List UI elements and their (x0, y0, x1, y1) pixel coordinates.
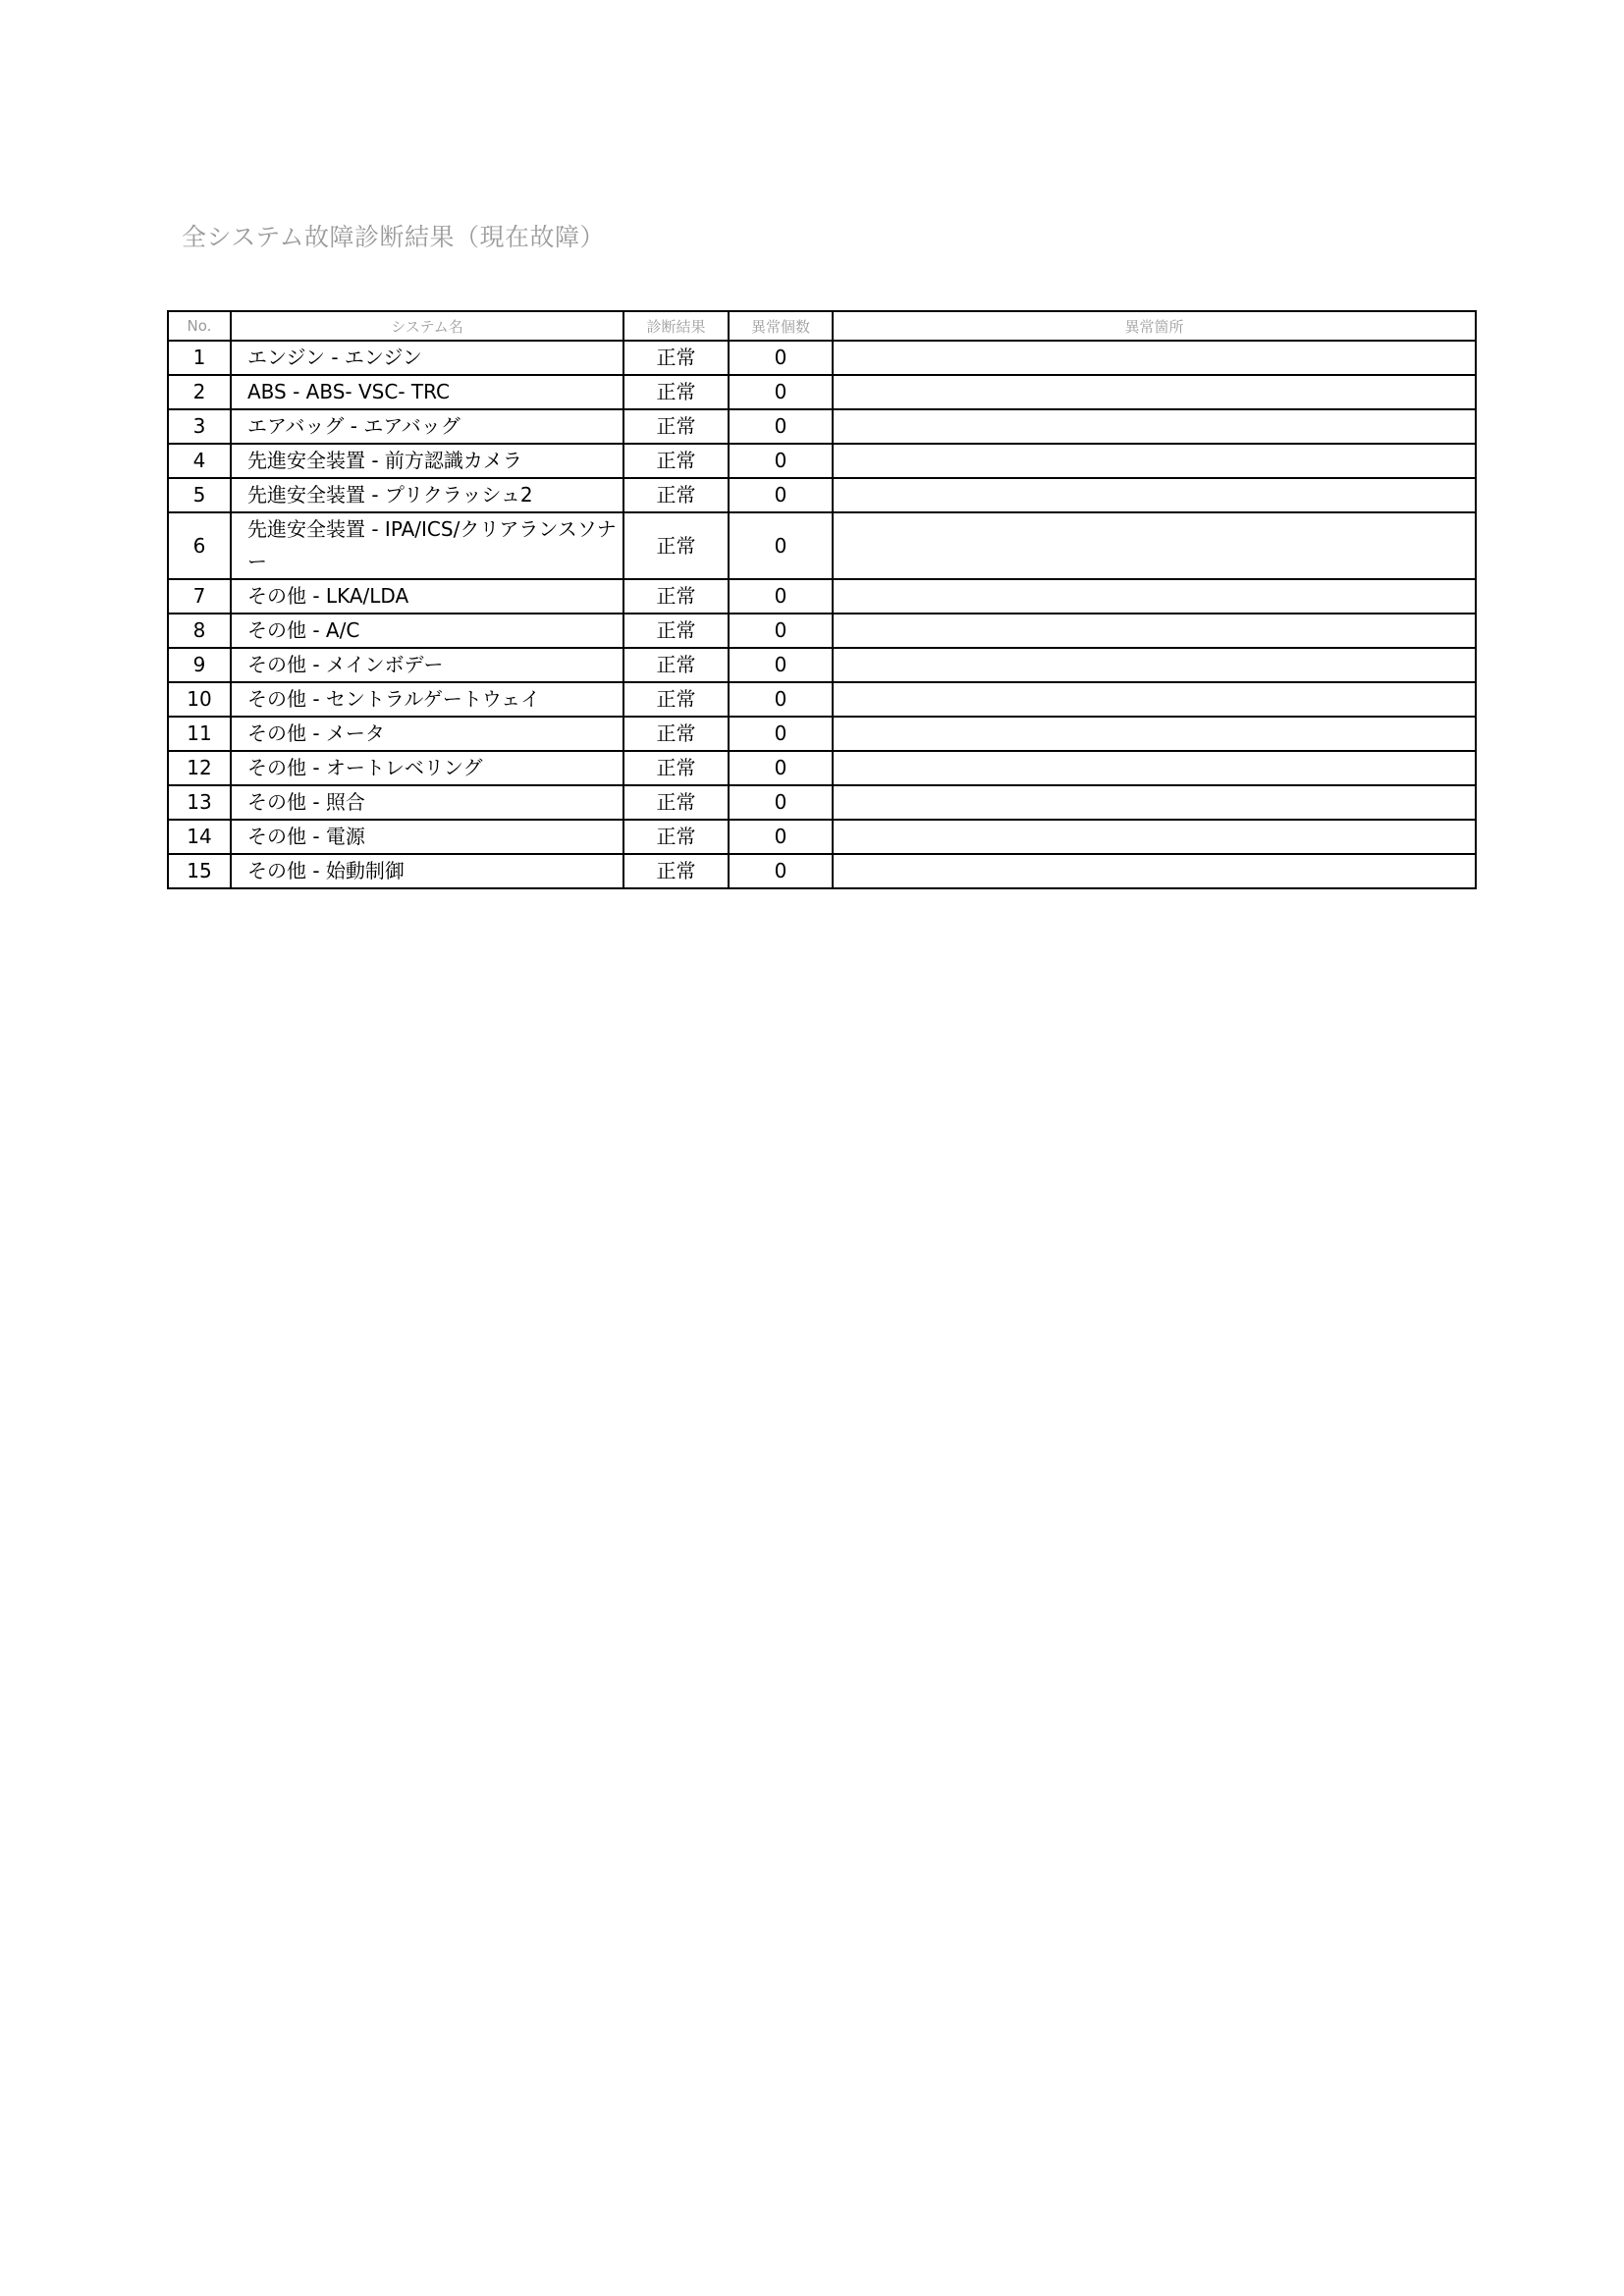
cell-diagnosis-result: 正常 (623, 512, 729, 579)
header-no: No. (168, 311, 231, 341)
cell-no: 8 (168, 614, 231, 648)
cell-no: 6 (168, 512, 231, 579)
cell-system-name: その他 - LKA/LDA (231, 579, 623, 614)
cell-diagnosis-result: 正常 (623, 614, 729, 648)
cell-no: 12 (168, 751, 231, 785)
cell-no: 11 (168, 717, 231, 751)
cell-system-name: 先進安全装置 - 前方認識カメラ (231, 444, 623, 478)
header-fault-location: 異常箇所 (833, 311, 1476, 341)
cell-fault-count: 0 (729, 682, 833, 717)
cell-system-name: エアバッグ - エアバッグ (231, 409, 623, 444)
cell-fault-count: 0 (729, 785, 833, 820)
page-title: 全システム故障診断結果（現在故障） (182, 223, 606, 251)
cell-fault-count: 0 (729, 478, 833, 512)
table-row (168, 820, 1476, 854)
cell-fault-count: 0 (729, 854, 833, 888)
cell-system-name: その他 - セントラルゲートウェイ (231, 682, 623, 717)
cell-fault-count: 0 (729, 409, 833, 444)
cell-fault-location (833, 375, 1476, 409)
cell-fault-location (833, 512, 1476, 579)
header-fault-count: 異常個数 (729, 311, 833, 341)
cell-system-name: その他 - メインボデー (231, 648, 623, 682)
cell-diagnosis-result: 正常 (623, 785, 729, 820)
table-row (168, 579, 1476, 614)
cell-no: 14 (168, 820, 231, 854)
table-row (168, 444, 1476, 478)
cell-fault-location (833, 341, 1476, 375)
cell-diagnosis-result: 正常 (623, 854, 729, 888)
cell-no: 1 (168, 341, 231, 375)
cell-fault-location (833, 648, 1476, 682)
table-row (168, 785, 1476, 820)
cell-no: 13 (168, 785, 231, 820)
cell-no: 7 (168, 579, 231, 614)
cell-no: 5 (168, 478, 231, 512)
cell-fault-count: 0 (729, 751, 833, 785)
table-row (168, 341, 1476, 375)
table-row (168, 512, 1476, 579)
cell-diagnosis-result: 正常 (623, 648, 729, 682)
cell-system-name: その他 - 照合 (231, 785, 623, 820)
cell-fault-location (833, 614, 1476, 648)
cell-system-name: 先進安全装置 - IPA/ICS/クリアランスソナー (231, 512, 623, 579)
table-row (168, 614, 1476, 648)
cell-fault-count: 0 (729, 512, 833, 579)
table-row (168, 717, 1476, 751)
cell-no: 4 (168, 444, 231, 478)
cell-fault-location (833, 854, 1476, 888)
cell-no: 2 (168, 375, 231, 409)
cell-fault-location (833, 785, 1476, 820)
table-row (168, 648, 1476, 682)
cell-fault-count: 0 (729, 579, 833, 614)
diagnosis-result-table (167, 310, 1477, 889)
cell-diagnosis-result: 正常 (623, 375, 729, 409)
cell-fault-location (833, 579, 1476, 614)
cell-fault-count: 0 (729, 341, 833, 375)
cell-diagnosis-result: 正常 (623, 409, 729, 444)
cell-system-name: その他 - オートレベリング (231, 751, 623, 785)
cell-fault-location (833, 682, 1476, 717)
cell-diagnosis-result: 正常 (623, 820, 729, 854)
cell-system-name: その他 - メータ (231, 717, 623, 751)
cell-system-name: その他 - 始動制御 (231, 854, 623, 888)
table-row (168, 854, 1476, 888)
cell-diagnosis-result: 正常 (623, 341, 729, 375)
cell-no: 15 (168, 854, 231, 888)
cell-system-name: その他 - 電源 (231, 820, 623, 854)
cell-diagnosis-result: 正常 (623, 579, 729, 614)
table-header-row (168, 311, 1476, 341)
cell-diagnosis-result: 正常 (623, 682, 729, 717)
cell-diagnosis-result: 正常 (623, 751, 729, 785)
cell-fault-location (833, 478, 1476, 512)
cell-fault-count: 0 (729, 820, 833, 854)
cell-fault-location (833, 717, 1476, 751)
table-row (168, 751, 1476, 785)
cell-fault-count: 0 (729, 717, 833, 751)
cell-fault-count: 0 (729, 648, 833, 682)
table-row (168, 682, 1476, 717)
header-system-name: システム名 (231, 311, 623, 341)
cell-diagnosis-result: 正常 (623, 478, 729, 512)
table-row (168, 409, 1476, 444)
cell-no: 10 (168, 682, 231, 717)
header-diagnosis-result: 診断結果 (623, 311, 729, 341)
cell-diagnosis-result: 正常 (623, 444, 729, 478)
cell-system-name: ABS - ABS- VSC- TRC (231, 375, 623, 409)
table-row (168, 478, 1476, 512)
cell-no: 9 (168, 648, 231, 682)
cell-system-name: エンジン - エンジン (231, 341, 623, 375)
table-row (168, 375, 1476, 409)
cell-fault-location (833, 444, 1476, 478)
cell-system-name: 先進安全装置 - プリクラッシュ2 (231, 478, 623, 512)
cell-no: 3 (168, 409, 231, 444)
cell-fault-count: 0 (729, 614, 833, 648)
cell-fault-location (833, 820, 1476, 854)
cell-fault-count: 0 (729, 444, 833, 478)
cell-fault-location (833, 751, 1476, 785)
cell-fault-location (833, 409, 1476, 444)
cell-system-name: その他 - A/C (231, 614, 623, 648)
cell-fault-count: 0 (729, 375, 833, 409)
cell-diagnosis-result: 正常 (623, 717, 729, 751)
